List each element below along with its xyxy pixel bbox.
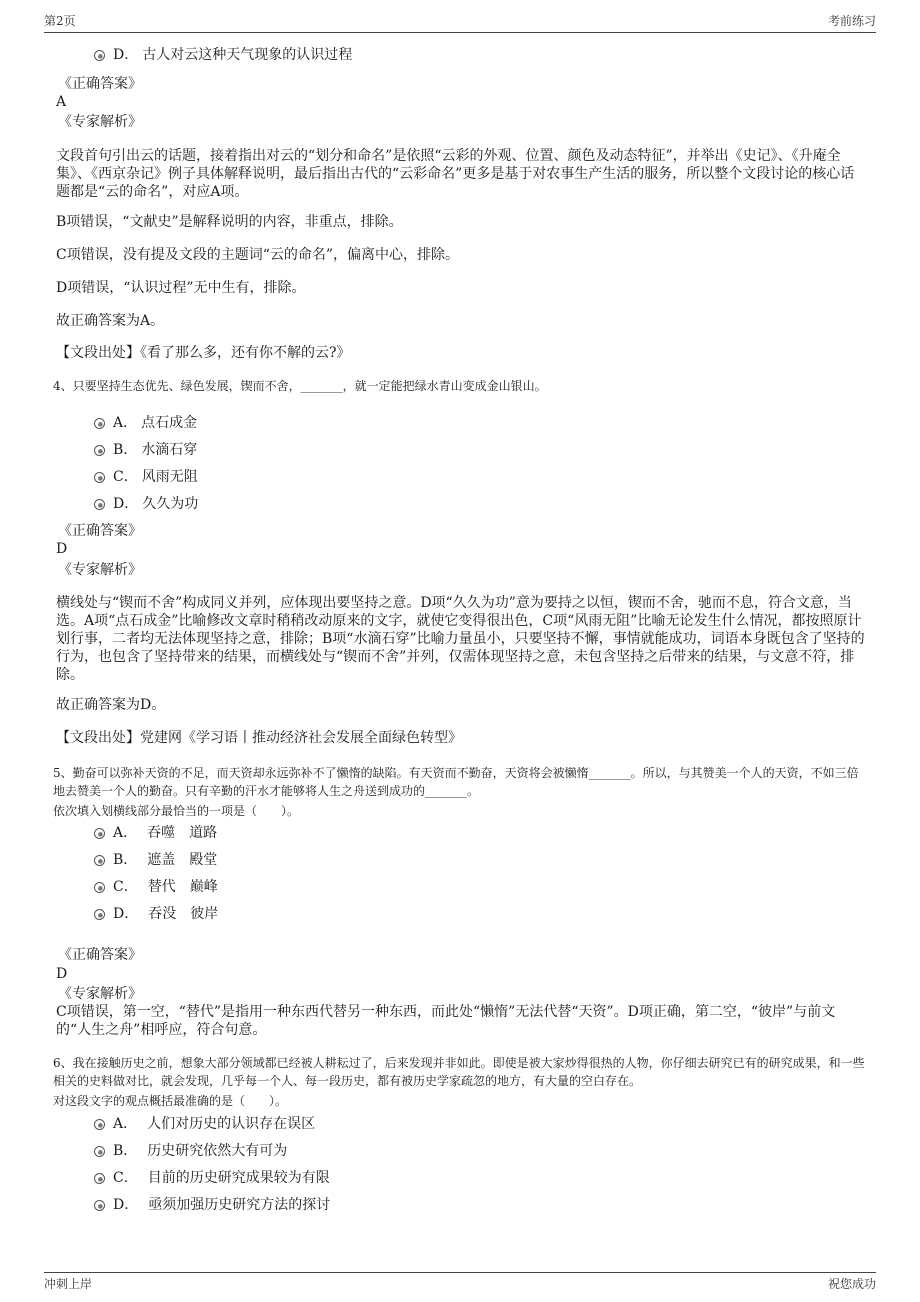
option-text: 替代 巅峰	[147, 879, 218, 895]
option-q4-d[interactable]: D． 久久为功	[94, 494, 198, 514]
option-text: 目前的历史研究成果较为有限	[147, 1170, 330, 1186]
option-q6-a[interactable]: A． 人们对历史的认识存在误区	[94, 1114, 315, 1134]
radio-icon[interactable]	[94, 472, 105, 483]
answer-label: 《正确答案》	[58, 76, 142, 92]
radio-icon[interactable]	[94, 1119, 105, 1130]
question-stem: 6、我在接触历史之前，想象大部分领域都已经被人耕耘过了，后来发现并非如此。即使是被大家炒得很热的人物，你仔细去研究已有的研究成果，和一些相关的史料做对比，就会发现，几乎每一个人、每一段历史，都有被历史学家疏忽的地方，有大量的空白存在。	[53, 1056, 865, 1088]
radio-icon[interactable]	[94, 882, 105, 893]
option-q4-c[interactable]: C． 风雨无阻	[94, 467, 198, 487]
option-q4-a[interactable]: A． 点石成金	[94, 413, 197, 433]
radio-icon[interactable]	[94, 499, 105, 510]
radio-icon[interactable]	[94, 50, 105, 61]
radio-icon[interactable]	[94, 828, 105, 839]
analysis-label: 《专家解析》	[58, 562, 142, 578]
answer-label: 《正确答案》	[58, 523, 142, 539]
radio-icon[interactable]	[94, 855, 105, 866]
radio-icon[interactable]	[94, 1200, 105, 1211]
option-text: 亟须加强历史研究方法的探讨	[148, 1197, 331, 1213]
option-q3-d[interactable]: D． 古人对云这种天气现象的认识过程	[94, 45, 352, 65]
question-ask: 依次填入划横线部分最恰当的一项是（ ）。	[53, 804, 300, 818]
analysis-label: 《专家解析》	[58, 114, 142, 130]
option-text: 点石成金	[141, 415, 198, 431]
analysis-conclusion: 故正确答案为D。	[56, 697, 166, 713]
option-text: 历史研究依然大有可为	[147, 1143, 288, 1159]
footer-left-text: 冲刺上岸	[44, 1277, 93, 1291]
option-q5-c[interactable]: C． 替代 巅峰	[94, 877, 218, 897]
analysis-paragraph: C项错误，没有提及文段的主题词“云的命名”，偏离中心，排除。	[56, 247, 460, 263]
source-citation: 【文段出处】党建网《学习语丨推动经济社会发展全面绿色转型》	[56, 730, 462, 746]
footer-right-text: 祝您成功	[827, 1277, 876, 1291]
analysis-paragraph: B项错误，“文献史”是解释说明的内容，非重点，排除。	[56, 214, 403, 230]
radio-icon[interactable]	[94, 418, 105, 429]
option-text: 水滴石穿	[141, 442, 198, 458]
page-footer	[44, 1272, 876, 1295]
option-q6-d[interactable]: D． 亟须加强历史研究方法的探讨	[94, 1195, 330, 1215]
radio-icon[interactable]	[94, 1173, 105, 1184]
radio-icon[interactable]	[94, 1146, 105, 1157]
option-q5-b[interactable]: B． 遮盖 殿堂	[94, 850, 217, 870]
question-stem: 4、只要坚持生态优先、绿色发展，锲而不舍，_______，就一定能把绿水青山变成金山银山。	[53, 379, 547, 393]
question-ask: 对这段文字的观点概括最准确的是（ ）。	[53, 1094, 288, 1108]
option-text: 久久为功	[142, 496, 199, 512]
option-text: 人们对历史的认识存在误区	[147, 1116, 316, 1132]
answer-value: D	[56, 541, 68, 557]
analysis-paragraph: C项错误，第一空，“替代”是指用一种东西代替另一种东西，而此处“懒惰”无法代替“天资”。D项正确，第二空，“彼岸”与前文的“人生之舟”相呼应，符合句意。	[56, 1004, 836, 1038]
analysis-paragraph: 横线处与“锲而不舍”构成同义并列，应体现出要坚持之意。D项“久久为功”意为要持之以恒，锲而不舍，驰而不息，符合文意，当选。A项“点石成金”比喻修改文章时稍稍改动原来的文字，就使它变得很出色，C项“风雨无阻”比喻无论发生什么情况，都按照原计划行事，二者均无法体现坚持之意，排除；B项“水滴石穿”比喻力量虽小，只要坚持不懈，事情就能成功，词语本身既包含了坚持的行为，也包含了坚持带来的结果，而横线处与“锲而不舍”并列，仅需体现坚持之意，未包含坚持之后带来的结果，与文意不符，排除。	[56, 595, 865, 683]
answer-value: A	[56, 94, 67, 110]
option-text: 吞噬 道路	[147, 825, 218, 841]
option-q6-b[interactable]: B． 历史研究依然大有可为	[94, 1141, 287, 1161]
option-q6-c[interactable]: C． 目前的历史研究成果较为有限	[94, 1168, 330, 1188]
analysis-paragraph: 文段首句引出云的话题，接着指出对云的“划分和命名”是依照“云彩的外观、位置、颜色及动态特征”，并举出《史记》、《升庵全集》、《西京杂记》例子具体解释说明，最后指出古代的“云彩命名”更多是基于对农事生产生活的服务，所以整个文段讨论的核心话题都是“云的命名”，对应A项。	[56, 148, 855, 200]
option-q4-b[interactable]: B． 水滴石穿	[94, 440, 197, 460]
option-text: 古人对云这种天气现象的认识过程	[142, 47, 353, 63]
source-citation: 【文段出处】《看了那么多，还有你不解的云?》	[56, 345, 351, 361]
page-header	[44, 14, 876, 33]
answer-label: 《正确答案》	[58, 947, 142, 963]
option-text: 吞没 彼岸	[148, 906, 219, 922]
option-q5-d[interactable]: D． 吞没 彼岸	[94, 904, 218, 924]
analysis-conclusion: 故正确答案为A。	[56, 313, 165, 329]
option-text: 风雨无阻	[141, 469, 198, 485]
option-q5-a[interactable]: A． 吞噬 道路	[94, 823, 217, 843]
question-stem: 5、勤奋可以弥补天资的不足，而天资却永远弥补不了懒惰的缺陷。有天资而不勤奋，天资将会被懒惰_______。所以，与其赞美一个人的天资，不如三倍地去赞美一个人的勤奋。只有辛勤的汗水才能够将人生之舟送到成功的_______。	[53, 766, 859, 798]
header-title: 考前练习	[827, 14, 876, 28]
radio-icon[interactable]	[94, 909, 105, 920]
analysis-paragraph: D项错误，“认识过程”无中生有，排除。	[56, 280, 306, 296]
option-text: 遮盖 殿堂	[147, 852, 218, 868]
radio-icon[interactable]	[94, 445, 105, 456]
analysis-label: 《专家解析》	[58, 986, 142, 1002]
page-number: 第2页	[44, 14, 76, 28]
answer-value: D	[56, 966, 68, 982]
